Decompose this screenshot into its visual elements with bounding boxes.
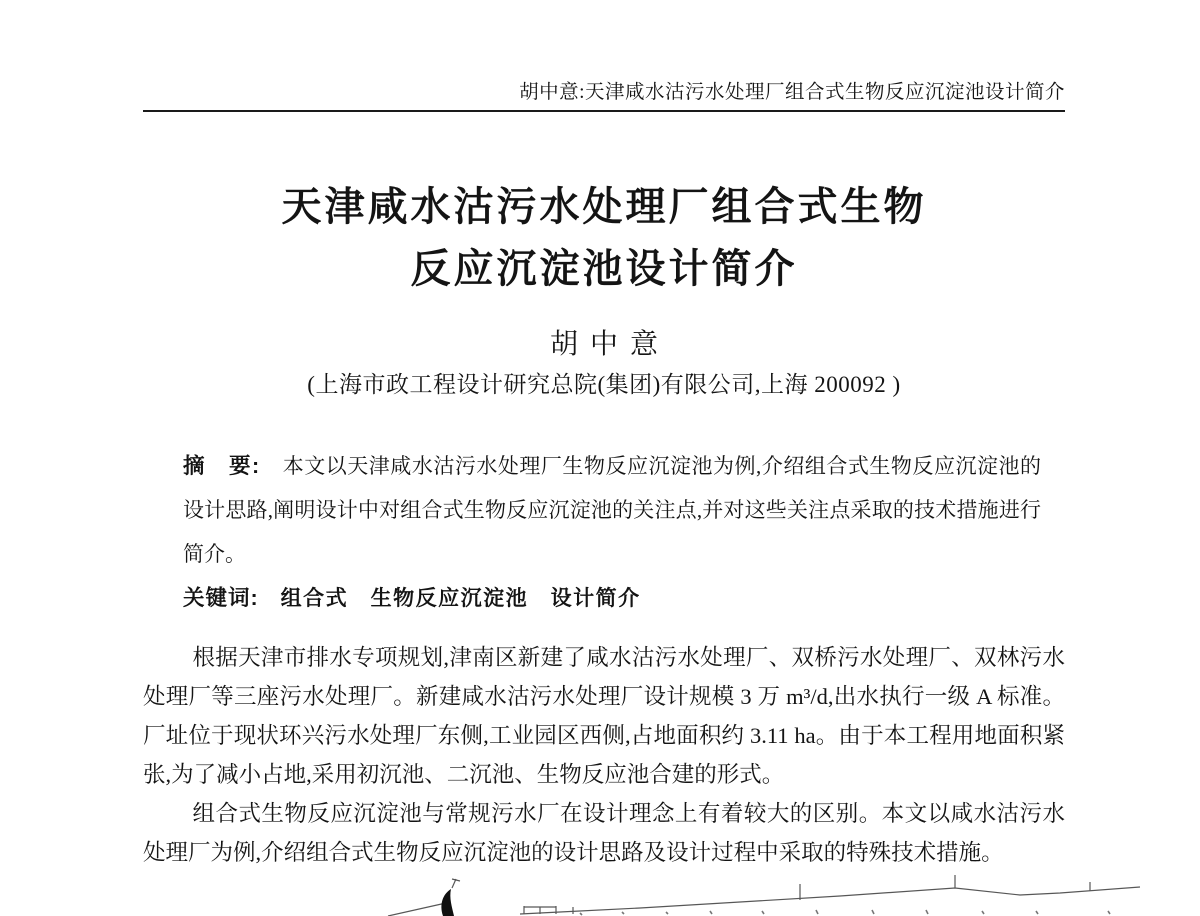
keywords-label: 关键词: bbox=[183, 586, 259, 610]
abstract-block bbox=[183, 444, 1041, 620]
keywords-line bbox=[183, 576, 1041, 620]
keywords-text: 组合式 生物反应沉淀池 设计简介 bbox=[280, 586, 641, 610]
abstract-text: 本文以天津咸水沽污水处理厂生物反应沉淀池为例,介绍组合式生物反应沉淀池的设计思路,阐明设计中对组合式生物反应沉淀池的关注点,并对这些关注点采取的技术措施进行简介。 bbox=[183, 454, 1041, 566]
body-text bbox=[143, 638, 1065, 872]
abstract-label: 摘 要: bbox=[183, 454, 261, 478]
body-paragraph-1: 根据天津市排水专项规划,津南区新建了咸水沽污水处理厂、双桥污水处理厂、双林污水处理厂等三座污水处理厂。新建咸水沽污水处理厂设计规模 3 万 m³/d,出水执行一级 A 标准。厂址位于现状环兴污水处理厂东侧,工业园区西侧,占地面积约 3.11 ha。由于本工程用地面积紧张,为了减小占地,采用初沉池、二沉池、生物反应池合建的形式。 bbox=[143, 645, 1065, 787]
body-paragraph-2: 组合式生物反应沉淀池与常规污水厂在设计理念上有着较大的区别。本文以咸水沽污水处理厂为例,介绍组合式生物反应沉淀池的设计思路及设计过程中采取的特殊技术措施。 bbox=[143, 801, 1065, 865]
running-head: 胡中意:天津咸水沽污水处理厂组合式生物反应沉淀池设计简介 bbox=[519, 82, 1065, 103]
title-line-1: 天津咸水沽污水处理厂组合式生物 bbox=[281, 185, 927, 229]
author-name: 胡中意 bbox=[549, 329, 670, 360]
header-rule bbox=[143, 110, 1065, 112]
paper-title bbox=[143, 176, 1065, 300]
abstract-paragraph bbox=[183, 444, 1041, 576]
title-line-2: 反应沉淀池设计简介 bbox=[410, 247, 798, 291]
cut-off-figure bbox=[0, 874, 1200, 916]
affiliation: (上海市政工程设计研究总院(集团)有限公司,上海 200092 ) bbox=[307, 372, 901, 397]
